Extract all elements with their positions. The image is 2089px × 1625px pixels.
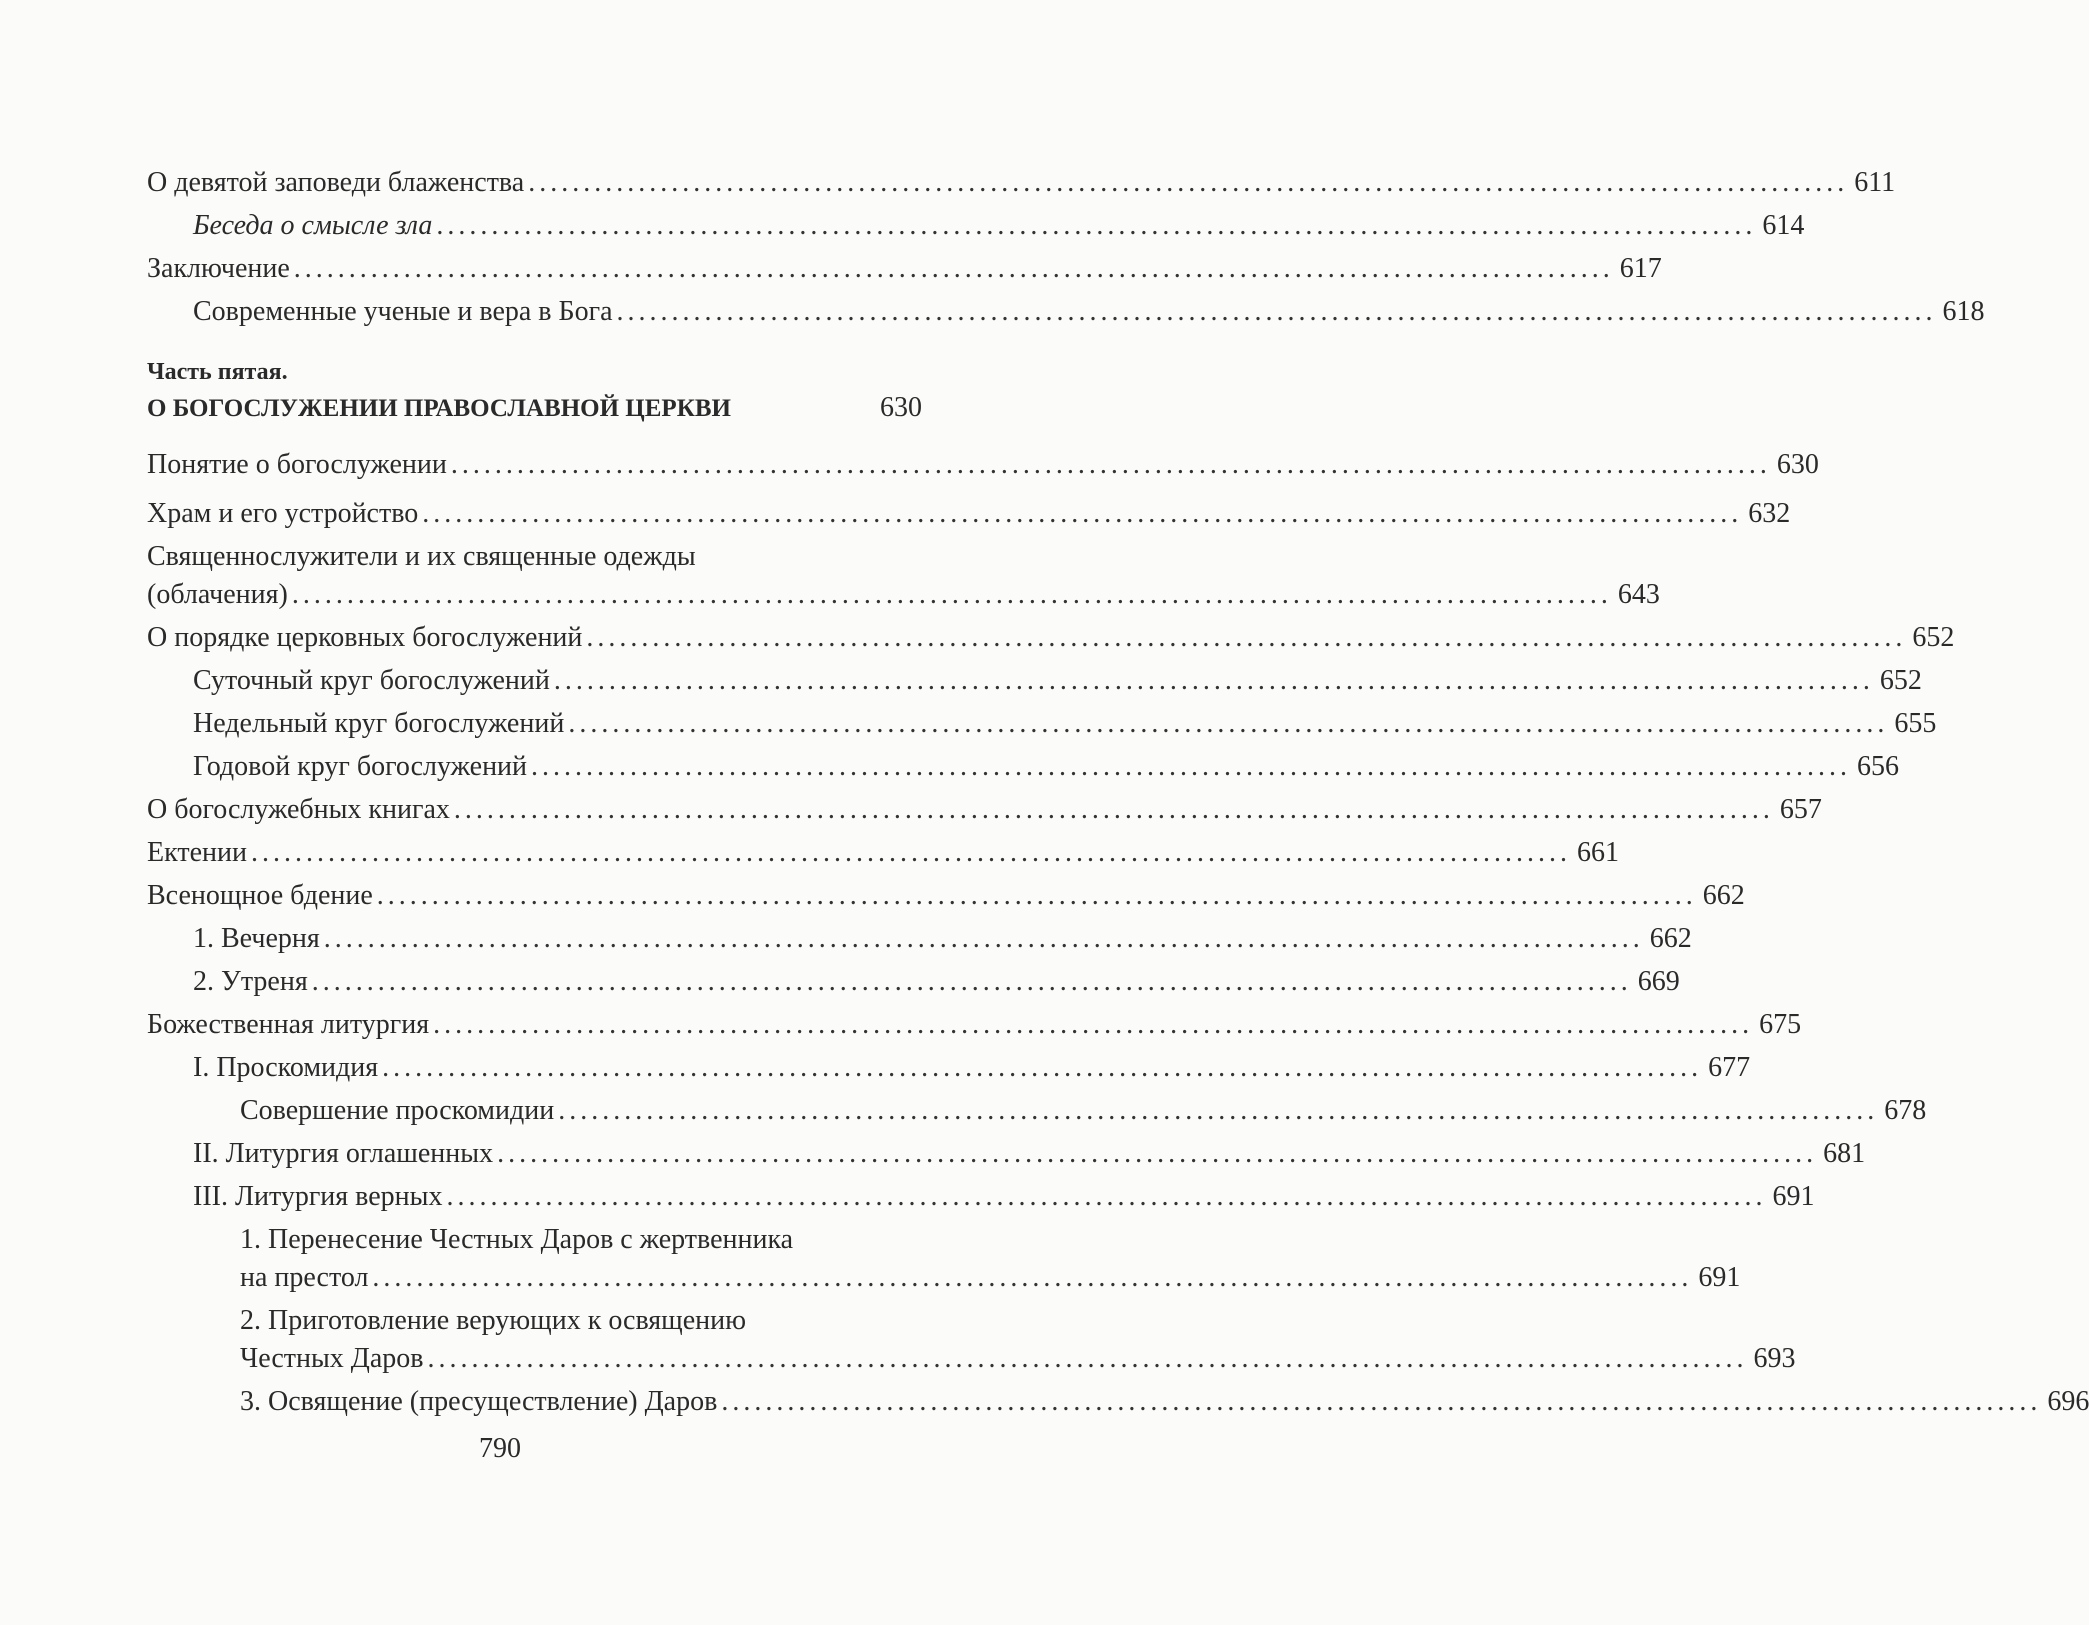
toc-entry[interactable] [147,1176,1815,1219]
toc-entry-page: 614 [1762,210,1805,241]
table-of-contents [147,162,2089,1424]
toc-entry-page: 678 [1884,1095,1927,1126]
toc-entry-page: 693 [1753,1343,1796,1374]
toc-entry[interactable] [147,1133,1866,1176]
toc-entry-title: 3. Освящение (пресуществление) Даров [240,1386,718,1417]
toc-entry[interactable] [147,1090,1927,1133]
part-label: Часть пятая. [147,359,288,385]
toc-entry-title: Честных Даров [240,1343,424,1374]
leader-dots: ........................................................................................................................ [616,296,1937,327]
toc-entry[interactable] [147,493,1791,536]
toc-entry-page: 677 [1708,1052,1751,1083]
leader-dots: ........................................................................................................................ [531,751,1852,782]
leader-dots: ........................................................................................................................ [568,708,1889,739]
toc-entry-title: II. Литургия оглашенных [193,1138,494,1169]
toc-entry[interactable] [147,918,1692,961]
toc-entry[interactable] [147,1300,1796,1381]
toc-entry[interactable] [147,162,1896,205]
toc-entry-title: на престол [240,1262,369,1293]
toc-entry-page: 696 [2047,1386,2089,1417]
toc-entry-page: 630 [1776,449,1819,480]
toc-entry[interactable] [147,248,1662,291]
toc-entry-title: Недельный круг богослужений [193,708,565,739]
toc-entry-title: Заключение [147,253,290,284]
toc-entry-page: 681 [1823,1138,1866,1169]
toc-entry[interactable] [147,536,1660,617]
toc-entry[interactable] [147,1047,1751,1090]
toc-entry[interactable] [147,1219,1741,1300]
leader-dots: ........................................................................................................................ [453,794,1774,825]
leader-dots: ........................................................................................................................ [382,1052,1703,1083]
toc-entry[interactable] [147,1381,2089,1424]
toc-entry-page: 617 [1619,253,1662,284]
toc-entry-title: (облачения) [147,579,288,610]
toc-entry-title-line: 2. Приготовление верующих к освящению [240,1305,747,1336]
toc-entry-title: О девятой заповеди блаженства [147,167,525,198]
page-number: 790 [479,1433,521,1464]
leader-dots: ........................................................................................................................ [291,579,1612,610]
toc-entry-title-line: 1. Перенесение Честных Даров с жертвенника [240,1224,794,1255]
toc-entry-title: Всенощное бдение [147,880,373,911]
leader-dots: ........................................................................................................................ [446,1181,1767,1212]
leader-dots: ........................................................................................................................ [250,837,1571,868]
toc-entry[interactable] [147,660,1922,703]
toc-entry-title: Годовой круг богослужений [193,751,528,782]
part-title: О БОГОСЛУЖЕНИИ ПРАВОСЛАВНОЙ ЦЕРКВИ [147,395,731,422]
toc-entry[interactable] [147,205,1805,248]
toc-entry-title: 1. Вечерня [193,923,320,954]
leader-dots: ........................................................................................................................ [427,1343,1748,1374]
toc-entry-title: О богослужебных книгах [147,794,450,825]
leader-dots: ........................................................................................................................ [586,622,1907,653]
toc-entry[interactable] [147,703,1937,746]
toc-entry-title: О порядке церковных богослужений [147,622,583,653]
leader-dots: ........................................................................................................................ [558,1095,1879,1126]
toc-entry-page: 655 [1894,708,1937,739]
toc-entry-page: 657 [1779,794,1822,825]
toc-entry-title-line: Священнослужители и их священные одежды [147,541,696,572]
toc-entry[interactable] [147,875,1745,918]
leader-dots: ........................................................................................................................ [553,665,1874,696]
leader-dots: ........................................................................................................................ [433,1009,1754,1040]
toc-entry-page: 652 [1912,622,1955,653]
toc-entry[interactable] [147,832,1619,875]
leader-dots: ........................................................................................................................ [311,966,1632,997]
leader-dots: ........................................................................................................................ [497,1138,1818,1169]
toc-entry[interactable] [147,1004,1802,1047]
toc-entry[interactable] [147,291,1985,334]
toc-entry-page: 661 [1576,837,1619,868]
toc-entry[interactable] [147,746,1900,789]
toc-entry-page: 656 [1857,751,1900,782]
toc-entry-page: 652 [1879,665,1922,696]
toc-entry-page: 611 [1854,167,1896,198]
toc-entry-page: 675 [1759,1009,1802,1040]
toc-entry[interactable] [147,789,1822,832]
toc-entry-title: Храм и его устройство [147,498,419,529]
toc-entry-title: Суточный круг богослужений [193,665,550,696]
toc-entry-title: Ектении [147,837,247,868]
toc-entry-title: Современные ученые и вера в Бога [193,296,613,327]
toc-entry-page: 662 [1649,923,1692,954]
toc-entry[interactable] [147,617,1955,660]
leader-dots: ........................................................................................................................ [450,449,1771,480]
toc-entry-page: 691 [1698,1262,1741,1293]
toc-entry[interactable] [147,961,1680,1004]
toc-entry-page: 669 [1637,966,1680,997]
leader-dots: ........................................................................................................................ [372,1262,1693,1293]
toc-entry-title: III. Литургия верных [193,1181,443,1212]
leader-dots: ........................................................................................................................ [376,880,1697,911]
toc-entry-page: 643 [1617,579,1660,610]
part-heading[interactable] [147,388,922,434]
part-page: 630 [880,392,922,423]
toc-entry-title: Беседа о смысле зла [193,210,433,241]
leader-dots: ........................................................................................................................ [721,1386,2042,1417]
leader-dots: ........................................................................................................................ [323,923,1644,954]
toc-entry-page: 632 [1748,498,1791,529]
leader-dots: ........................................................................................................................ [293,253,1614,284]
leader-dots: ........................................................................................................................ [422,498,1743,529]
leader-dots: ........................................................................................................................ [528,167,1849,198]
toc-entry-page: 618 [1942,296,1985,327]
toc-entry-page: 662 [1702,880,1745,911]
toc-entry[interactable] [147,444,1819,487]
toc-entry-title: I. Проскомидия [193,1052,379,1083]
toc-entry-page: 691 [1772,1181,1815,1212]
toc-entry-title: 2. Утреня [193,966,308,997]
toc-entry-title: Божественная литургия [147,1009,430,1040]
toc-entry-title: Понятие о богослужении [147,449,447,480]
leader-dots: ........................................................................................................................ [436,210,1757,241]
toc-entry-title: Совершение проскомидии [240,1095,555,1126]
